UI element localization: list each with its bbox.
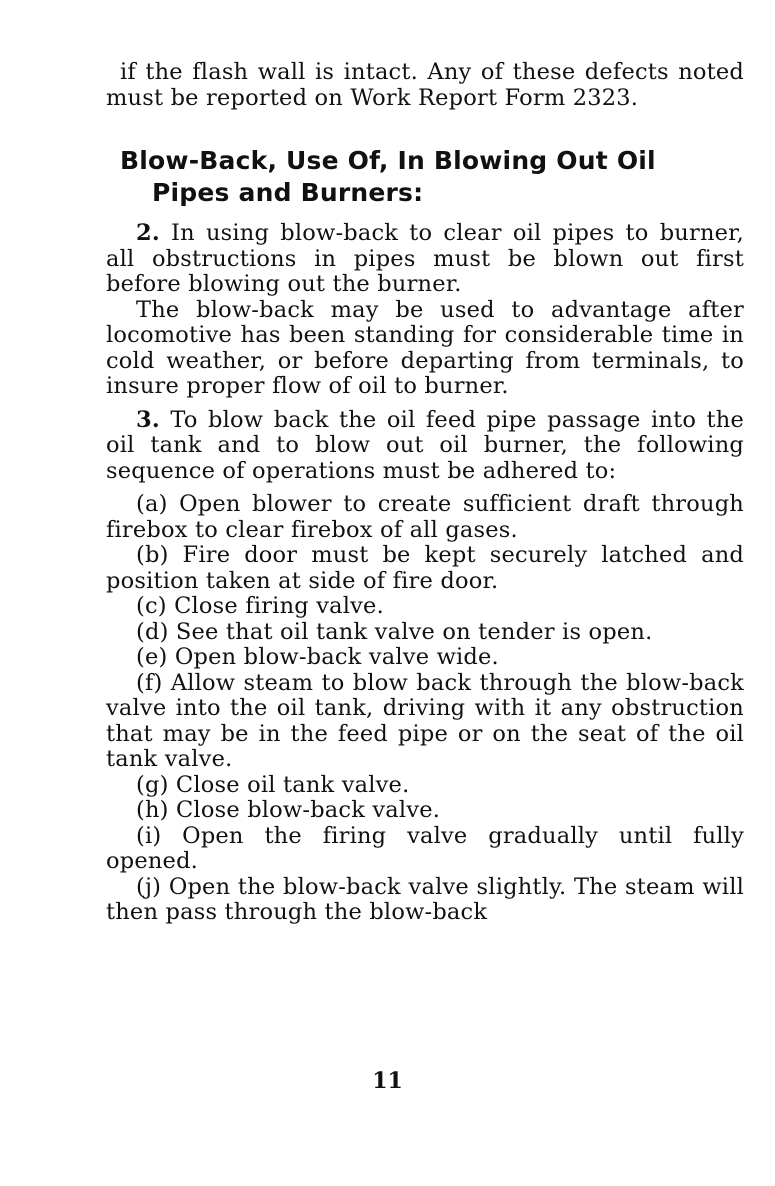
paragraph-2 (106, 221, 744, 298)
paragraph-blow-back-advantage (106, 298, 744, 400)
section-heading (120, 145, 744, 209)
step-text: Open blower to create sufficient draft through firebox to clear firebox of all gases. (106, 491, 744, 543)
step-f (106, 671, 744, 773)
step-label: (j) (136, 873, 162, 900)
intro-paragraph: if the flash wall is intact. Any of these defects noted must be reported on Work Report Form 2323. (106, 59, 744, 111)
text-column (106, 60, 744, 926)
step-a (106, 492, 744, 543)
step-text: Close oil tank valve. (175, 771, 410, 798)
paragraph-text: The blow-back may be used to advantage after locomotive has been standing for considerable time in cold weather, or before departing from terminals, to insure proper flow of oil to burner. (106, 296, 744, 399)
step-label: (a) (136, 491, 168, 517)
step-text: Allow steam to blow back through the blow-back valve into the oil tank, driving with it any obstruction that may be in the feed pipe or on the seat of the oil tank valve. (106, 669, 744, 772)
step-label: (i) (136, 822, 162, 849)
paragraph-text: In using blow-back to clear oil pipes to burner, all obstructions in pipes must be blown out first before blowing out the burner. (106, 220, 744, 297)
step-text: Open the blow-back valve slightly. The steam will then pass through the blow-back (106, 873, 744, 925)
step-label: (c) (136, 593, 167, 619)
step-text: Open blow-back valve wide. (174, 644, 499, 670)
step-label: (g) (136, 771, 169, 798)
step-h (106, 798, 744, 824)
paragraph-number: 3. (136, 406, 160, 433)
step-e (106, 645, 744, 671)
step-text: Open the firing valve gradually until fully opened. (106, 822, 744, 874)
paragraph-3 (106, 408, 744, 485)
step-text: Fire door must be kept securely latched and position taken at side of fire door. (106, 542, 744, 594)
step-label: (h) (136, 797, 169, 823)
page-number: 11 (372, 1068, 403, 1094)
step-g (106, 773, 744, 799)
step-label: (f) (136, 669, 163, 696)
paragraph-number: 2. (136, 220, 160, 246)
step-c (106, 594, 744, 620)
paragraph-text: To blow back the oil feed pipe passage into the oil tank and to blow out oil burner, the following sequence of operations must be adhered to: (106, 406, 744, 484)
heading-line-2: Pipes and Burners: (152, 178, 424, 207)
step-label: (e) (136, 644, 168, 670)
step-i (106, 824, 744, 875)
step-d (106, 620, 744, 646)
heading-line-1: Blow-Back, Use Of, In Blowing Out Oil (120, 146, 656, 175)
step-j (106, 875, 744, 926)
step-text: Close firing valve. (174, 593, 384, 619)
step-text: See that oil tank valve on tender is open. (175, 618, 653, 645)
step-text: Close blow-back valve. (176, 797, 441, 823)
step-label: (b) (136, 542, 169, 568)
step-b (106, 543, 744, 594)
step-label: (d) (136, 618, 169, 645)
